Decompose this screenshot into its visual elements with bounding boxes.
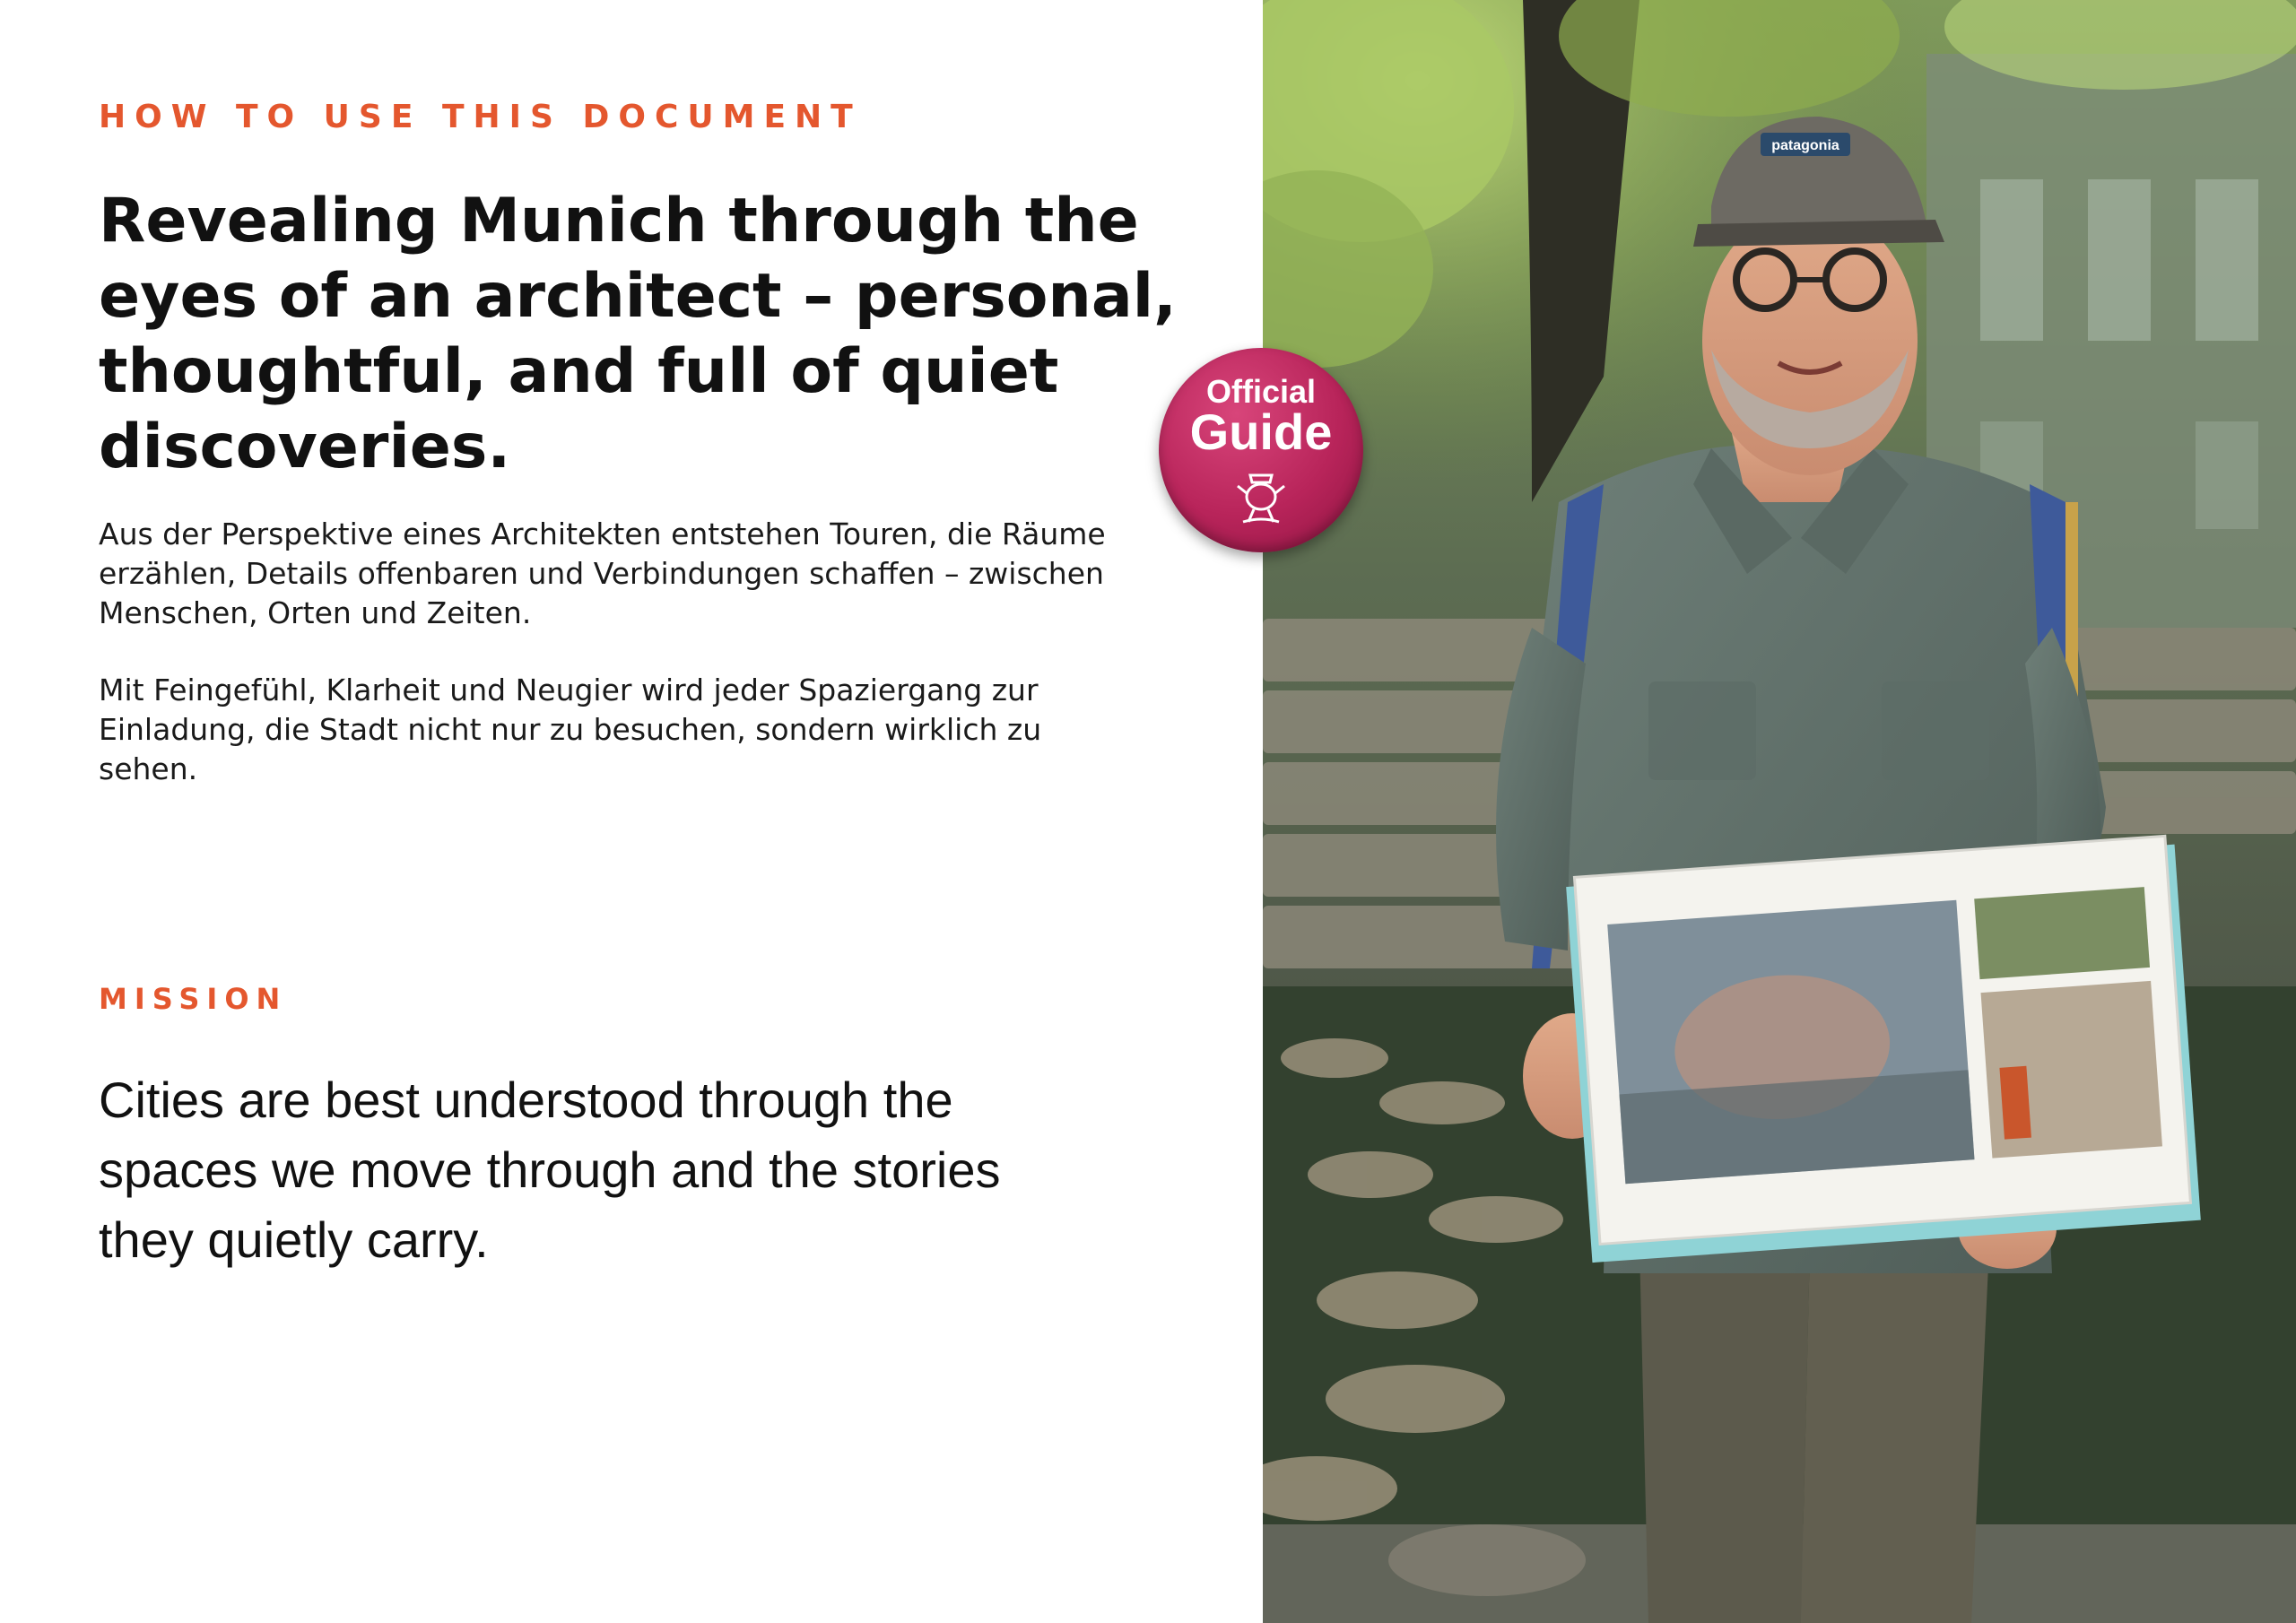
badge-label-official: Official (1205, 373, 1317, 410)
mascot-icon (1234, 466, 1288, 529)
intro-paragraph-2: Mit Feingefühl, Klarheit und Neugier wird jeder Spaziergang zur Einladung, die Stadt nicht nur zu besuchen, sondern wirklich zu sehen. (99, 673, 1042, 786)
intro-paragraph-1: Aus der Perspektive eines Architekten entstehen Touren, die Räume erzählen, Details offenbaren und Verbindungen schaffen – zwischen Menschen, Orten und Zeiten. (99, 516, 1106, 630)
guide-photo (1263, 0, 2296, 1623)
mission-statement: Cities are best understood through the spaces we move through and the stories they quietly carry. (99, 1072, 1001, 1268)
cap-logo: patagonia (1771, 138, 1839, 153)
page-headline: Revealing Munich through the eyes of an architect – personal, thoughtful, and full of quiet discoveries. (99, 186, 1177, 482)
official-guide-badge (1159, 348, 1363, 552)
section-eyebrow-mission: MISSION (99, 982, 288, 1016)
badge-label-guide: Guide (1189, 404, 1333, 460)
section-eyebrow-how-to-use: HOW TO USE THIS DOCUMENT (99, 99, 862, 135)
